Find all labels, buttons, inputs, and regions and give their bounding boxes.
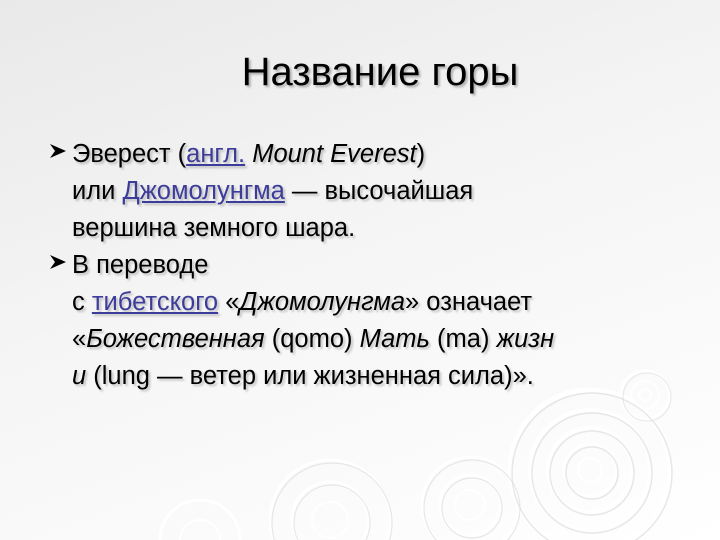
text-span: вершина земного шара. (72, 214, 356, 242)
bullet-list (48, 136, 708, 395)
arrowhead-check-icon (48, 136, 70, 166)
text-span: (ma) (429, 325, 497, 353)
slide-title: Название горы (241, 50, 519, 94)
text-span: В переводе (72, 251, 209, 279)
link-tibetan[interactable]: тибетского (91, 288, 219, 316)
zhizn-italic-end: и (72, 362, 87, 390)
bullet-translation (48, 247, 708, 395)
text-span: « (72, 325, 87, 353)
text-span: Эверест ( (72, 140, 187, 168)
text-span: (qomo) (264, 325, 360, 353)
text-span: » означает (405, 288, 533, 316)
zhizn-italic: жизн (496, 325, 555, 353)
text-span: — высочайшая (284, 177, 474, 205)
text-span: или (72, 177, 123, 205)
link-engl[interactable]: англ. (186, 140, 246, 168)
text-span: с (72, 288, 92, 316)
link-jomolungma[interactable]: Джомолунгма (122, 177, 285, 205)
english-name: Mount Everest (252, 140, 417, 168)
jomolungma-italic: Джомолунгма (239, 288, 406, 316)
bozhestvennaya-italic: Божественная (86, 325, 265, 353)
bullet-everest (48, 136, 708, 247)
text-span: ) (416, 140, 426, 168)
text-span: (lung — ветер или жизненная сила)». (86, 362, 534, 390)
text-span: « (218, 288, 240, 316)
bullet-text-translation (70, 247, 554, 395)
bullet-text-everest (70, 136, 473, 247)
mat-italic: Мать (359, 325, 430, 353)
arrowhead-check-icon (48, 247, 70, 277)
